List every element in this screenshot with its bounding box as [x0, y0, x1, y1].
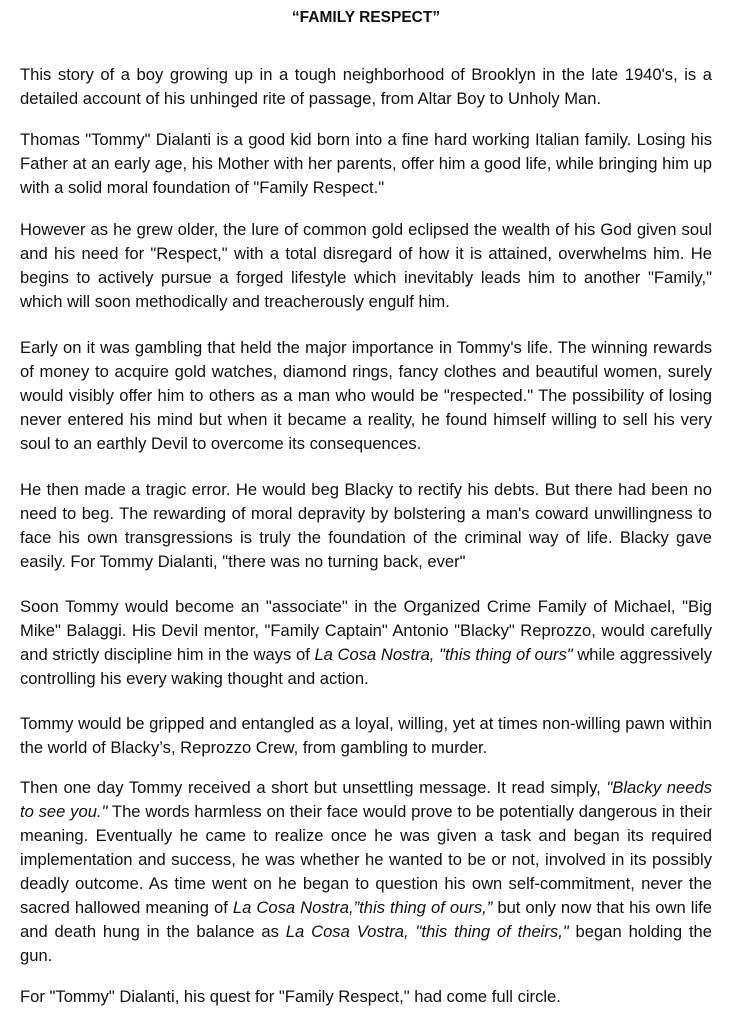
paragraph-8	[20, 776, 712, 968]
paragraph-7	[20, 712, 712, 760]
paragraph-4	[20, 336, 712, 456]
italic-text-segment: La Cosa Nostra, "this thing of ours"	[314, 645, 573, 664]
italic-text-segment: La Cosa Nostra,”this thing of ours,”	[232, 898, 493, 917]
text-segment: Early on it was gambling that held the major importance in Tommy's life. The winning rewards of money to acquire gold watches, diamond rings, fancy clothes and beautiful women, surely would visibly offer him to others as a man who would be "respected." The possibility of losing never entered his mind but when it became a reality, he found himself willing to sell his very soul to an earthly Devil to overcome its consequences.	[20, 338, 712, 453]
italic-text-segment: La Cosa Vostra, "this thing of theirs,"	[285, 922, 569, 941]
text-segment: while aggressively controlling his every waking thought and action.	[20, 645, 713, 688]
text-segment: However as he grew older, the lure of common gold eclipsed the wealth of his God given soul and his need for "Respect," with a total disregard of how it is attained, overwhelms him. He begins to actively pursue a forged lifestyle which inevitably leads him to another "Family," which will soon methodically and treacherously engulf him.	[20, 220, 712, 311]
paragraph-2	[20, 128, 712, 200]
text-segment: The words harmless on their face would prove to be potentially dangerous in their meaning. Eventually he came to realize once he was given a task and began its required implementation and success, he was whether he wanted to be or not, involved in its possibly deadly outcome. As time went on he began to question his own self-commitment, never the sacred hallowed meaning of	[20, 802, 712, 917]
document-title: “FAMILY RESPECT”	[291, 9, 441, 26]
text-segment: Soon Tommy would become an "associate" in the Organized Crime Family of Michael, "Big Mike" Balaggi. His Devil mentor, "Family Captain" Antonio "Blacky" Reprozzo, would carefully and strictly discipline him in the ways of	[20, 597, 712, 664]
paragraph-9	[20, 985, 712, 1009]
text-segment: Then one day Tommy received a short but unsettling message. It read simply,	[20, 778, 607, 797]
text-segment: For "Tommy" Dialanti, his quest for "Family Respect," had come full circle.	[20, 987, 561, 1006]
paragraph-6	[20, 595, 712, 691]
document-page	[20, 0, 713, 1006]
paragraph-5	[20, 478, 712, 574]
text-segment: Tommy would be gripped and entangled as a loyal, willing, yet at times non-willing pawn within the world of Blacky’s, Reprozzo Crew, from gambling to murder.	[20, 714, 712, 757]
text-segment: began holding the gun.	[20, 922, 713, 965]
paragraph-3	[20, 218, 712, 314]
text-segment: but only now that his own life and death hung in the balance as	[20, 898, 712, 941]
text-segment: This story of a boy growing up in a tough neighborhood of Brooklyn in the late 1940's, is a detailed account of his unhinged rite of passage, from Altar Boy to Unholy Man.	[20, 65, 712, 108]
text-segment: He then made a tragic error. He would beg Blacky to rectify his debts. But there had been no need to beg. The rewarding of moral depravity by bolstering a man's coward unwillingness to face his own transgressions is truly the foundation of the criminal way of life. Blacky gave easily. For Tommy Dialanti, "there was no turning back, ever"	[20, 480, 712, 571]
text-segment: Thomas "Tommy" Dialanti is a good kid born into a fine hard working Italian family. Losing his Father at an early age, his Mother with her parents, offer him a good life, while bringing him up with a solid moral foundation of "Family Respect."	[20, 130, 712, 197]
italic-text-segment: "Blacky needs to see you."	[20, 778, 713, 821]
paragraph-1	[20, 63, 712, 111]
